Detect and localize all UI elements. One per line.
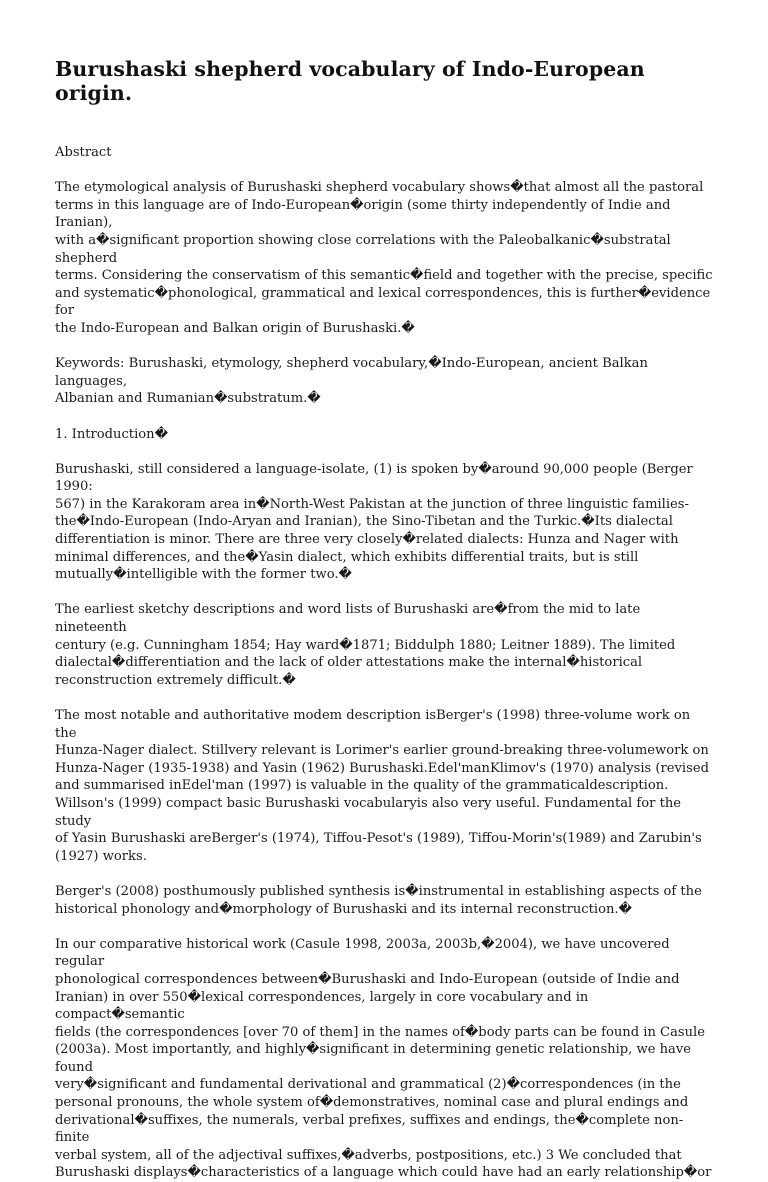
body-paragraph-1: Burushaski, still considered a language-isolate, (1) is spoken by�around 90,000 people (Berger 1990: 567) in the Karakoram area in�North-West Pakistan at the junction of three linguistic families- the�Indo-European (Indo-Aryan and Iranian), the Sino-Tibetan and the Turkic.�Its dialectal differentiation is minor. There are three very closely�related dialects: Hunza and Nager with minimal differences, and the�Yasin dialect, which exhibits differential traits, but is still mutually�intelligible with the former two.� — [55, 461, 693, 583]
body-paragraph-2: The earliest sketchy descriptions and word lists of Burushaski are�from the mid to late nineteenth century (e.g. Cunningham 1854; Hay ward�1871; Biddulph 1880; Leitner 1889). The limited dialectal�differentiation and the lack of older attestations make the internal�historical reconstruction extremely difficult.� — [55, 602, 676, 688]
abstract-heading: Abstract — [55, 145, 112, 160]
body-paragraph-3: The most notable and authoritative modem description isBerger's (1998) three-volume work on the Hunza-Nager dialect. Stillvery relevant is Lorimer's earlier ground-breaking three-volumework on Hunza-Nager (1935-1938) and Yasin (1962) Burushaski.Edel'manKlimov's (1970) analysis (revised and summarised inEdel'man (1997) is valuable in the quality of the grammaticaldescription. Willson's (1999) compact basic Burushaski vocabularyis also very useful. Fundamental for the study of Yasin Burushaski areBerger's (1974), Tiffou-Pesot's (1989), Tiffou-Morin's(1989) and Zarubin's (1927) works. — [55, 708, 709, 864]
body-paragraph-5: In our comparative historical work (Casule 1998, 2003a, 2003b,�2004), we have uncovered regular phonological correspondences between�Burushaski and Indo-European (outside of Indie and Iranian) in over 550�lexical correspondences, largely in core vocabulary and in compact�semantic fields (the correspondences [over 70 of them] in the names of�body parts can be found in Casule (2003a). Most importantly, and highly�significant in determining genetic relationship, we have found very�significant and fundamental derivational and grammatical (2)�correspondences (in the personal pronouns, the whole system of�demonstratives, nominal case and plural endings and derivational�suffixes, the numerals, verbal prefixes, suffixes and endings, the�complete non-finite verbal system, all of the adjectival suffixes,�adverbs, postpositions, etc.) 3 We concluded that Burushaski displays�characteristics of a language which could have had an early relationship�or — [55, 936, 712, 1181]
document-title: Burushaski shepherd vocabulary of Indo-European origin. — [55, 57, 645, 105]
introduction-heading: 1. Introduction� — [55, 426, 169, 442]
abstract-paragraph: The etymological analysis of Burushaski shepherd vocabulary shows�that almost all the pastoral terms in this language are of Indo-European�origin (some thirty independently of Indie and Iranian), with a�significant proportion showing close correlations with the Paleobalkanic�substratal shepherd terms. Considering the conservatism of this semantic�field and together with the precise, specific and systematic�phonological, grammatical and lexical correspondences, this is further�evidence for the Indo-European and Balkan origin of Burushaski.� — [55, 180, 713, 336]
body-paragraph-4: Berger's (2008) posthumously published synthesis is�instrumental in establishing aspects of the historical phonology and�morphology of Burushaski and its internal reconstruction.� — [55, 883, 702, 917]
keywords-paragraph: Keywords: Burushaski, etymology, shepherd vocabulary,�Indo-European, ancient Balkan languages, Albanian and Rumanian�substratum.� — [55, 356, 648, 407]
document-page — [55, 0, 715, 1182]
